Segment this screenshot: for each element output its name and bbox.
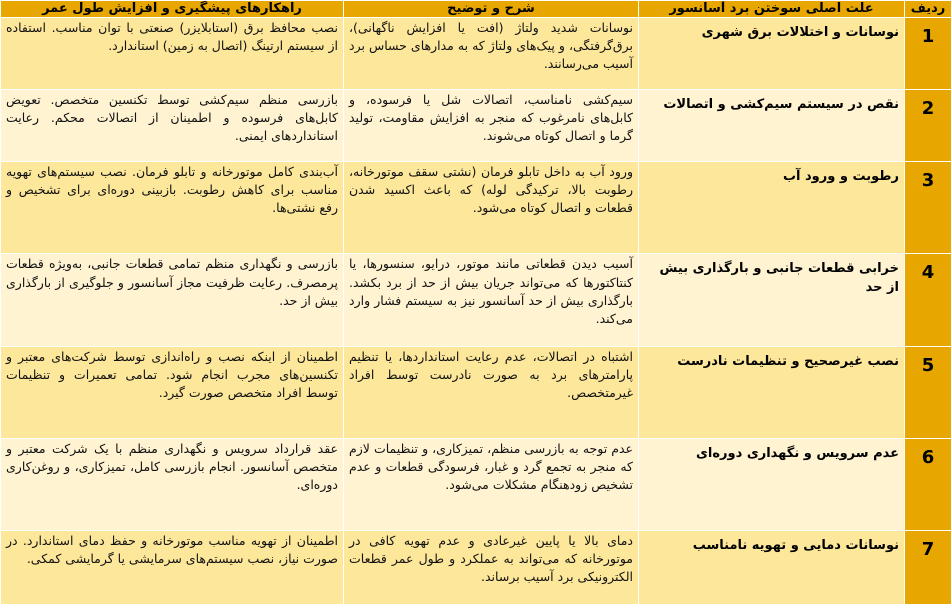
table-row <box>1 438 951 530</box>
table-row <box>1 530 951 604</box>
header-solution: راهکارهای پیشگیری و افزایش طول عمر <box>1 1 344 18</box>
row-number: 1 <box>905 18 951 90</box>
cause-description: اشتباه در اتصالات، عدم رعایت استانداردها، یا تنظیم پارامترهای برد به صورت نادرست توسط افراد غیرمتخصص. <box>344 346 639 438</box>
cause-description: ورود آب به داخل تابلو فرمان (نشتی سقف موتورخانه، رطوبت بالا، ترکیدگی لوله) که باعث اکسید شدن قطعات و اتصال کوتاه می‌شود. <box>344 162 639 254</box>
row-number: 5 <box>905 346 951 438</box>
prevention-solution: نصب محافظ برق (استابلایزر) صنعتی با توان مناسب. استفاده از سیستم ارتینگ (اتصال به زمین) استاندارد. <box>1 18 344 90</box>
prevention-solution: بازرسی و نگهداری منظم تمامی قطعات جانبی، به‌ویژه قطعات پرمصرف. رعایت ظرفیت مجاز آسانسور و جلوگیری از بارگذاری بیش از حد. <box>1 254 344 346</box>
header-row <box>1 1 951 18</box>
row-number: 6 <box>905 438 951 530</box>
cause-title: نقص در سیستم سیم‌کشی و اتصالات <box>639 90 905 162</box>
cause-description: دمای بالا یا پایین غیرعادی و عدم تهویه کافی در موتورخانه که می‌تواند به عملکرد و طول عمر قطعات الکترونیکی برد آسیب برساند. <box>344 530 639 604</box>
prevention-solution: اطمینان از اینکه نصب و راه‌اندازی توسط شرکت‌های معتبر و تکنسین‌های مجرب انجام شود. تمامی تعمیرات و تنظیمات توسط افراد متخصص صورت گیرد. <box>1 346 344 438</box>
row-number: 7 <box>905 530 951 604</box>
prevention-solution: بازرسی منظم سیم‌کشی توسط تکنسین متخصص. تعویض کابل‌های فرسوده و اطمینان از اتصالات محکم. رعایت استانداردهای ایمنی. <box>1 90 344 162</box>
table-row <box>1 346 951 438</box>
cause-title: نصب غیرصحیح و تنظیمات نادرست <box>639 346 905 438</box>
header-title: علت اصلی سوختن برد آسانسور <box>639 1 905 18</box>
row-number: 3 <box>905 162 951 254</box>
table-row <box>1 90 951 162</box>
row-number: 4 <box>905 254 951 346</box>
cause-title: نوسانات و اختلالات برق شهری <box>639 18 905 90</box>
row-number: 2 <box>905 90 951 162</box>
cause-title: خرابی قطعات جانبی و بارگذاری بیش از حد <box>639 254 905 346</box>
cause-description: سیم‌کشی نامناسب، اتصالات شل یا فرسوده، و کابل‌های نامرغوب که منجر به افزایش مقاومت، تولید گرما و اتصال کوتاه می‌شوند. <box>344 90 639 162</box>
cause-title: عدم سرویس و نگهداری دوره‌ای <box>639 438 905 530</box>
table-row <box>1 18 951 90</box>
header-desc: شرح و توضیح <box>344 1 639 18</box>
table-row <box>1 162 951 254</box>
header-num: ردیف <box>905 1 951 18</box>
prevention-solution: عقد قرارداد سرویس و نگهداری منظم با یک شرکت معتبر و متخصص آسانسور. انجام بازرسی کامل، تمیزکاری، و روغن‌کاری دوره‌ای. <box>1 438 344 530</box>
cause-description: نوسانات شدید ولتاژ (افت یا افزایش ناگهانی)، برق‌گرفتگی، و پیک‌های ولتاژ که به مدارهای حساس برد آسیب می‌رسانند. <box>344 18 639 90</box>
cause-description: عدم توجه به بازرسی منظم، تمیزکاری، و تنظیمات لازم که منجر به تجمع گرد و غبار، فرسودگی قطعات و عدم تشخیص زودهنگام مشکلات می‌شود. <box>344 438 639 530</box>
cause-description: آسیب دیدن قطعاتی مانند موتور، درایو، سنسورها، یا کنتاکتورها که می‌تواند جریان بیش از حد از برد بکشد. بارگذاری بیش از حد آسانسور نیز به سیستم فشار وارد می‌کند. <box>344 254 639 346</box>
table-row <box>1 254 951 346</box>
cause-title: رطوبت و ورود آب <box>639 162 905 254</box>
prevention-solution: اطمینان از تهویه مناسب موتورخانه و حفظ دمای استاندارد. در صورت نیاز، نصب سیستم‌های سرمایشی یا گرمایشی کمکی. <box>1 530 344 604</box>
prevention-solution: آب‌بندی کامل موتورخانه و تابلو فرمان. نصب سیستم‌های تهویه مناسب برای کاهش رطوبت. بازبینی دوره‌ای برای تشخیص و رفع نشتی‌ها. <box>1 162 344 254</box>
cause-title: نوسانات دمایی و تهویه نامناسب <box>639 530 905 604</box>
